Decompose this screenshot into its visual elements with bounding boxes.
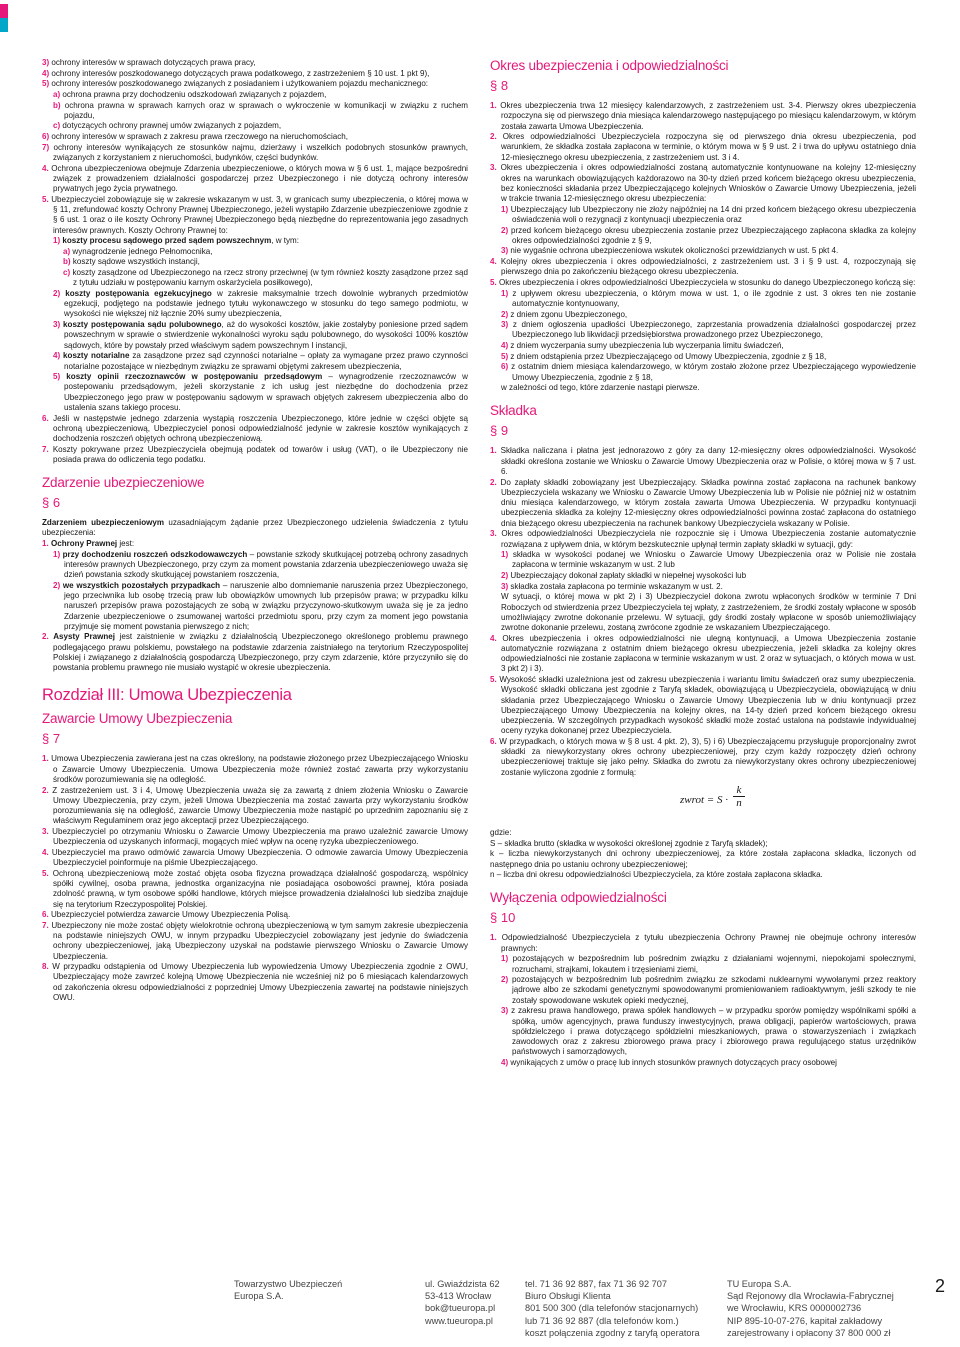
list-item: 2) przed końcem bieżącego okresu ubezpieczenia zostanie przez Ubezpieczającego zapłacona składka za kolejny okres odpowiedzialności zgodnie z § 9, bbox=[501, 225, 916, 245]
paragraph: 8. W przypadku odstąpienia od Umowy Ubezpieczenia lub wypowiedzenia Umowy Ubezpieczenia zgodnie z OWU, Ubezpieczający może zawrzeć kolejną Umowę Ubezpieczenia nie wcześniej niż po 6 miesiącach kalendarzowych od zakończenia okresu odpowiedzialności z poprzedniej Umowy Ubezpieczenia zawartej na podstawie niniejszych OWU. bbox=[42, 962, 468, 1002]
footer-line: we Wrocławiu, KRS 0000002736 bbox=[727, 1303, 862, 1314]
section-number: § 10 bbox=[490, 910, 516, 926]
formula-lhs: zwrot = S · bbox=[680, 793, 728, 806]
paragraph: 2. Asysty Prawnej jest zaistnienie w związku z działalnością Ubezpieczonego określonego problemu prawnego podlegającego prawu polskiemu, powstałego na podstawie zdarzenia zaistniałego na terytorium Rzeczypospolitej Polskiej i związanego z działalnością gospodarczą Ubezpieczonego, przy czym zdarzenie, które przyczyniło się do powstania problemu prawnego nie musiało wystąpić w okresie ubezpieczenia. bbox=[42, 632, 468, 673]
list-item: 3) z zakresu prawa handlowego, prawa spółek handlowych – w przypadku sporów pomiędzy wspólnikami spółki a spółką, umów agencyjnych, prawa funduszy inwestycyjnych, prawa obligacji, papierów wartościowych, prawa spółdzielczego i prawa dotyczącego spółdzielni mieszkaniowych, prawa o stowarzyszeniach i związkach zawodowych oraz z zakresu zbiorowego prawa pracy i zbiorowego prawa regulującego status urzędników państwowych i samorządowych, bbox=[501, 1006, 916, 1057]
section-number: § 8 bbox=[490, 78, 509, 93]
list-item: 1) koszty procesu sądowego przed sądem powszechnym, w tym: bbox=[53, 236, 299, 246]
section-title: Składka bbox=[490, 403, 537, 419]
paragraph: 2. Okres odpowiedzialności Ubezpieczyciela rozpoczyna się od pierwszego dnia okresu ubezpieczenia, pod warunkiem, że składka została zapłacona w terminie, o którym mowa w § 9 ust. 2 i trwa do upływu ostatniego dnia 12-miesięcznego okresu ubezpieczenia, z zastrzeżeniem ust. 3 i 4. bbox=[490, 132, 916, 162]
paragraph: 5. Wysokość składki uzależniona jest od zakresu ubezpieczenia i wariantu limitu świadczeń oraz sumy ubezpieczenia. Wysokość składki obliczana jest zgodnie z Taryfą składek, obowiązującą u Ubezpieczyciela, obowiązującą w dniu składania przez Ubezpieczającego Wniosku o Zawarcie Umowy Ubezpieczenia lub w dniu kontynuacji przez Ubezpieczającego Umowy Ubezpieczenia na kolejny okres, na 14-ty dzień przed końcem bieżącego okresu ubezpieczenia. W szczególnych przypadkach wysokość składki może zostać ustalona na podstawie indywidualnej oceny ryzyka dokonanej przez Ubezpieczyciela. bbox=[490, 675, 916, 736]
list-item: 4) koszty notarialne za zasądzone przez sąd czynności notarialne – opłaty za wymagane przez prawo czynności notarialne pozostające w niezbędnym związku ze sprawami objętymi zakresem ubezpieczenia, bbox=[53, 351, 468, 371]
section-number: § 7 bbox=[42, 731, 61, 747]
list-item: 3) składka została zapłacona po terminie wskazanym w ust. 2. bbox=[501, 581, 723, 591]
list-item: a) ochrona prawna przy dochodzeniu odszkodowań związanych z pojazdem, bbox=[53, 89, 327, 99]
paragraph: w zależności od tego, które zdarzenie nastąpi pierwsze. bbox=[501, 383, 700, 393]
list-item: 4) wynikających z umów o pracę lub innych stosunków prawnych dotyczących pracy osobowej bbox=[501, 1057, 837, 1067]
section-title: Zawarcie Umowy Ubezpieczenia bbox=[42, 711, 233, 727]
paragraph: 4. Okres ubezpieczenia i okres odpowiedzialności nie ulegną kontynuacji, a Umowa Ubezpieczenia zostanie automatycznie rozwiązana z ostatnim dniem bieżącego okresu ubezpieczenia, jeżeli składka za kolejny okres odpowiedzialności nie zostanie zapłacona w terminie wskazanym w ust. 2 oraz w sytuacjach, o których mowa w ust. 3 pkt 2) i 3). bbox=[490, 633, 916, 674]
refund-formula bbox=[490, 784, 916, 814]
list-item: a) wynagrodzenie jednego Pełnomocnika, bbox=[63, 246, 213, 256]
paragraph: 7. Koszty pokrywane przez Ubezpieczyciela obejmują podatek od towarów i usług (VAT), o ile Ubezpieczony nie posiada prawa do odliczenia tego podatku. bbox=[42, 444, 468, 464]
list-item: 7) ochrony interesów wynikających ze stosunków najmu, dzierżawy i wszelkich podobnych stosunków prawnych, związanych z korzystaniem z nieruchomości, budynków, części budynków. bbox=[42, 142, 468, 162]
paragraph: 4. Ubezpieczyciel ma prawo odmówić zawarcia Umowy Ubezpieczenia. O odmowie zawarcia Umowy Ubezpieczenia Ubezpieczyciel poinformuje na piśmie Ubezpieczającego. bbox=[42, 847, 468, 868]
footer-line: Towarzystwo Ubezpieczeń bbox=[234, 1279, 343, 1289]
paragraph: 3. Okres odpowiedzialności Ubezpieczyciela nie rozpocznie się i Umowa Ubezpieczenia zostanie automatycznie rozwiązana z upływem dnia, w którym bezskutecznie upłynął termin zapłaty składki w sytuacji, gdy: bbox=[490, 529, 916, 549]
footer-company bbox=[234, 1278, 399, 1302]
footer-line: tel. 71 36 92 887, fax 71 36 92 707 bbox=[525, 1279, 668, 1289]
paragraph: 3. Ubezpieczyciel po otrzymaniu Wniosku o Zawarcie Umowy Ubezpieczenia ma prawo uzależnić zawarcie Umowy Ubezpieczenia od uzyskanych informacji, mogących mieć wpływ na ocenę ryzyka ubezpieczeniowego. bbox=[42, 827, 468, 847]
list-item: 5) koszty opinii rzeczoznawców w postępowaniu przedsądowym – wynagrodzenie rzeczoznawców w postepowaniu przedsądowym, jeżeli skorzystanie z ich usług jest niezbędne do dochodzenia przez Ubezpieczonego jego praw w postępowaniu sądowym w sprawach objętych zakresem ubezpieczenia albo do ustalenia szans takiego procesu. bbox=[53, 372, 468, 412]
list-item: 4) ochrony interesów poszkodowanego dotyczących prawa podatkowego, z zastrzeżeniem § 10 ust. 1 pkt 9), bbox=[42, 68, 430, 78]
footer-line: 53-413 Wrocław bbox=[425, 1291, 492, 1302]
paragraph: 5. Okres ubezpieczenia i okres odpowiedzialności Ubezpieczyciela w stosunku do danego Ubezpieczonego kończą się: bbox=[490, 277, 916, 287]
list-item: 3) z dniem ogłoszenia upadłości Ubezpieczonego, zaprzestania prowadzenia działalności gospodarczej przez Ubezpieczonego lub likwidacji przedsiębiorstwa prowadzonego przez Ubezpieczonego, bbox=[501, 320, 916, 340]
list-item: 2) pozostających w bezpośrednim lub pośrednim związku ze szkodami nuklearnymi wywołanymi przez reaktory jądrowe albo ze szkodami genetycznymi spowodowanymi promieniowaniem radioaktywnym, jeśli szkody te nie zostały spowodowane wskutek opieki medycznej, bbox=[501, 975, 916, 1005]
footer-line: Europa S.A. bbox=[234, 1291, 284, 1302]
list-item: 2) z dniem zgonu Ubezpieczonego, bbox=[501, 309, 628, 319]
list-item: 6) z ostatnim dniem miesiąca kalendarzowego, w którym zostało złożone przez Ubezpieczającego wypowiedzenie Umowy Ubezpieczenia, zgodnie z § 18, bbox=[501, 362, 916, 382]
formula-fraction bbox=[733, 784, 745, 810]
footer-website-link[interactable]: www.tueuropa.pl bbox=[425, 1315, 493, 1326]
footer-line: koszt połączenia zgodny z taryfą operatora bbox=[525, 1327, 700, 1338]
list-item: 1) Ubezpieczający lub Ubezpieczony nie złoży najpóźniej na 14 dni przed końcem bieżącego okresu ubezpieczenia oświadczenia woli o rezygnacji z kontynuacji ubezpieczenia oraz bbox=[501, 204, 916, 224]
footer-line: zarejestrowany i opłacony 37 800 000 zł bbox=[727, 1327, 891, 1338]
paragraph: gdzie: bbox=[490, 827, 512, 837]
paragraph: Zdarzeniem ubezpieczeniowym uzasadniającym żądanie przez Ubezpieczonego udzielenia świadczenia z tytułu ubezpieczenia: bbox=[42, 518, 468, 538]
paragraph: 6. W przypadkach, o których mowa w § 8 ust. 4 pkt. 2), 3), 5) i 6) Ubezpieczającemu przysługuje proporcjonalny zwrot składki za niewykorzystany okres ochrony ubezpieczeniowej, przy czym każdy rozpoczęty dzień ochrony ubezpieczeniowej traktuje się jako pełny. Składka do zwrotu za niewykorzystany okres ochrony ubezpieczeniowej zostanie wyliczona zgodnie z formułą: bbox=[490, 736, 916, 777]
footer-contact bbox=[525, 1278, 715, 1339]
list-item: 5) z dniem odstąpienia przez Ubezpieczającego od Umowy Ubezpieczenia, zgodnie z § 18, bbox=[501, 351, 827, 361]
page-number: 2 bbox=[935, 1276, 946, 1296]
section-title: Okres ubezpieczenia i odpowiedzialności bbox=[490, 58, 729, 73]
paragraph: 1. Składka naliczana i płatna jest jednorazowo z góry za dany 12-miesięczny okres odpowiedzialności. Wysokość składki określona zostanie we Wniosku o Zawarcie Umowy Ubezpieczenia oraz w Polisie, o której mowa w § 7 ust. 6. bbox=[490, 446, 916, 476]
paragraph: 5. Ubezpieczyciel zobowiązuje się w zakresie wskazanym w ust. 3, w granicach sumy ubezpieczenia, o której mowa w § 11, zrefundować koszty Ochrony Prawnej Ubezpieczonego, jeżeli wystąpiło Zdarzenie ubezpieczeniowe zgodnie z § 6 ust. 1 oraz o ile koszty Ochrony Prawnej Ubezpieczonego będą niezbędne do reprezentowania jego zasadnych interesów prawnych. Koszty Ochrony Prawnej to: bbox=[42, 194, 468, 235]
section-title: Wyłączenia odpowiedzialności bbox=[490, 890, 667, 906]
paragraph: 1. Okres ubezpieczenia trwa 12 miesięcy kalendarzowych, z zastrzeżeniem ust. 3-4. Pierwszy okres ubezpieczenia rozpoczyna się od pierwszego dnia miesiąca kalendarzowego następującego po miesiącu kalendarzowym, w którym została zawarta Umowa Ubezpieczenia. bbox=[490, 101, 916, 131]
definition: S – składka brutto (składka w wysokości określonej zgodnie z Taryfą składek); bbox=[490, 838, 768, 848]
paragraph: 6. Ubezpieczyciel potwierdza zawarcie Umowy Ubezpieczenia Polisą. bbox=[42, 910, 291, 920]
list-item: b) ochrona prawna w sprawach karnych oraz w sprawach o wykroczenie w komunikacji w związku z ruchem pojazdu, bbox=[53, 100, 468, 120]
paragraph: 1. Odpowiedzialność Ubezpieczyciela z tytułu ubezpieczenia Ochrony Prawnej nie obejmuje ochrony interesów prawnych: bbox=[490, 933, 916, 953]
list-item: 1) przy dochodzeniu roszczeń odszkodowawczych – powstanie szkody skutkującej potrzebą ochrony zasadnych interesów prawnych Ubezpieczonego, przy czym za moment powstania zdarzenia ubezpieczeniowego uważa się dzień powstania szkody skutkującej powstaniem roszczenia, bbox=[53, 549, 468, 580]
list-item: 3) koszty postępowania sądu polubownego, aż do wysokości kosztów, jakie zostałyby poniesione przed sądem powszechnym w sprawie o stwierdzenie wykonalności wyroku sądu polubownego, do wysokości 100% kosztów sądowych, które by powstały przed właściwym sądem powszechnym I instancji, bbox=[53, 320, 468, 350]
left-column bbox=[42, 58, 468, 1278]
paragraph: 2. Do zapłaty składki zobowiązany jest Ubezpieczający. Składka powinna zostać zapłacona na rachunek bankowy Ubezpieczyciela wskazany we Wniosku o Zawarcie Umowy Ubezpieczenia lub w Polisie nie później niż w ostatnim dniu miesiąca kalendarzowego, w którym została zawarta Umowa Ubezpieczenia. W przypadku kontynuacji ubezpieczenia składka za kolejny 12-miesięczny okres odpowiedzialności powinna zostać zapłacona do ostatniego dnia bieżącego okresu ubezpieczenia na rachunek bankowy Ubezpieczyciela wskazany w Polisie. bbox=[490, 477, 916, 528]
formula-numerator: k bbox=[733, 784, 745, 797]
paragraph: 1. Umowa Ubezpieczenia zawierana jest na czas określony, na podstawie złożonego przez Ubezpieczającego Wniosku o Zawarcie Umowy Ubezpieczenia. Umowa Ubezpieczenia może również zostać zawarta przy wykorzystaniu środków porozumiewania się na odległość. bbox=[42, 754, 468, 784]
paragraph: 4. Kolejny okres ubezpieczenia i okres odpowiedzialności, z zastrzeżeniem ust. 3 i § 9 ust. 4, rozpoczynają się pierwszego dnia po zakończeniu bieżącego okresu ubezpieczenia. bbox=[490, 257, 916, 277]
paragraph: 3. Okres ubezpieczenia i okres odpowiedzialności zostaną automatycznie kontynuowane na kolejny 12-miesięczny okres na warunkach obowiązujących każdorazowo na 30-ty dzień przed końcem bieżącego okresu ubezpieczenia, bez konieczności składania przez Ubezpieczającego kolejnych Wniosków o Zawarcie Umowy Ubezpieczenia, jeżeli w trakcie trwania 12-miesięcznego okresu ubezpieczenia: bbox=[490, 163, 916, 204]
list-item: 2) Ubezpieczający dokonał zapłaty składki w niepełnej wysokości lub bbox=[501, 571, 747, 581]
paragraph: W sytuacji, o której mowa w pkt 2) i 3) Ubezpieczyciel dokona zwrotu wpłaconych środków w terminie 7 Dni Roboczych od stwierdzenia przez Ubezpieczyciela tej wpłaty, z zastrzeżeniem, że środki zostały wpłacone w sposób umożliwiający zwrotne dokonanie przelewu. W sytuacji, gdy środki zostały wpłacone w sposób uniemożliwiający zwrotne dokonanie przelewu, zostaną zwrócone zgodnie ze wskazaniem Ubezpieczającego. bbox=[501, 592, 916, 633]
chapter-title: Rozdział III: Umowa Ubezpieczenia bbox=[42, 686, 292, 705]
list-item: 2) koszty postępowania egzekucyjnego w zakresie maksymalnie trzech dowolnie wybranych przedmiotów egzekucji, podjętego na podstawie jednego tytułu wykonawczego w stosunku do tego samego podmiotu, w wysokości nie większej niż łącznie 20% sumy ubezpieczenia, bbox=[53, 288, 468, 319]
list-item: b) koszty sądowe wszystkich instancji, bbox=[63, 257, 200, 267]
list-item: c) koszty zasądzone od Ubezpieczonego na rzecz strony przeciwnej (w tym również koszty zasądzone przez sąd z tytułu udziału w postępowaniu karnym oskarżyciela posiłkowego), bbox=[63, 268, 468, 288]
formula-denominator: n bbox=[736, 796, 742, 809]
list-item: 3) ochrony interesów w sprawach dotyczących prawa pracy, bbox=[42, 58, 256, 67]
list-item: c) dotyczących ochrony prawnej umów związanych z pojazdem, bbox=[53, 121, 282, 131]
definition: k – liczba niewykorzystanych dni ochrony ubezpieczeniowej, za które została zapłacona składka, liczonych od następnego dnia po ustaniu ochrony ubezpieczeniowej; bbox=[490, 849, 916, 869]
list-item: 3) nie wygaśnie ochrona ubezpieczeniowa wskutek okoliczności przewidzianych w ust. 5 pkt 4. bbox=[501, 246, 839, 256]
paragraph: 6. Jeśli w następstwie jednego zdarzenia wystąpią roszczenia Ubezpieczonego, które jednie w części objęte są ochroną ubezpieczeniową, Ubezpieczyciel ponosi odpowiedzialność jedynie w zakresie kosztów wynikających z dochodzenia roszczeń objętych ochroną ubezpieczeniową. bbox=[42, 413, 468, 444]
list-item: 1) składka w wysokości podanej we Wniosku o Zawarcie Umowy Ubezpieczenia oraz w Polisie nie została zapłacona w terminie wskazanym w ust. 2 lub bbox=[501, 550, 916, 570]
footer-email-link[interactable]: bok@tueuropa.pl bbox=[425, 1303, 496, 1314]
list-item: 5) ochrony interesów poszkodowanego związanych z posiadaniem i użytkowaniem pojazdu mechanicznego: bbox=[42, 79, 429, 89]
page-marker-cyan bbox=[0, 18, 8, 32]
footer-line: TU Europa S.A. bbox=[727, 1279, 792, 1289]
paragraph: 1. Ochrony Prawnej jest: bbox=[42, 539, 135, 549]
paragraph: 4. Ochrona ubezpieczeniowa obejmuje Zdarzenia ubezpieczeniowe, o których mowa w § 6 ust. 1, mające bezpośredni związek z prowadzeniem działalności gospodarczej przez Ubezpieczonego i nie dotyczą ochrony interesów prywatnych jego życia prywatnego. bbox=[42, 163, 468, 194]
list-item: 1) pozostających w bezpośrednim lub pośrednim związku z działaniami wojennymi, niepokojami społecznymi, rozruchami, strajkami, lokautem i trzęsieniami ziemi, bbox=[501, 954, 916, 974]
footer-address bbox=[425, 1278, 515, 1327]
footer-line: Biuro Obsługi Klienta bbox=[525, 1291, 611, 1302]
definition: n – liczba dni okresu odpowiedzialności Ubezpieczyciela, za które została zapłacona składka. bbox=[490, 870, 823, 880]
section-number: § 9 bbox=[490, 423, 509, 439]
section-number: § 6 bbox=[42, 495, 61, 511]
footer-line: Sąd Rejonowy dla Wrocławia-Fabrycznej bbox=[727, 1291, 894, 1302]
right-column bbox=[490, 58, 916, 1278]
list-item: 6) ochrony interesów w sprawach z zakresu prawa rzeczowego na nieruchomościach, bbox=[42, 132, 348, 142]
page-marker-magenta bbox=[0, 4, 8, 18]
paragraph: 2. Z zastrzeżeniem ust. 3 i 4, Umowę Ubezpieczenia uważa się za zawartą z dniem złożenia Wniosku o Zawarcie Umowy Ubezpieczenia, przy czym, jeżeli Umowa Ubezpieczenia ma zostać zawarta przy wykorzystaniu środków porozumiewania się na odległość, zawarcie Umowy Ubezpieczenia może nastąpić po uprzednim zapoznaniu się z właściwym Regulaminem oraz jego akceptacji przez Ubezpieczającego. bbox=[42, 785, 468, 826]
paragraph: 7. Ubezpieczony nie może zostać objęty wielokrotnie ochroną ubezpieczeniową w tym samym zakresie ubezpieczenia na podstawie niniejszych OWU, w innym przypadku Ubezpieczyciel zobowiązany jest jedynie do świadczenia ochrony ubezpieczeniowej, jaką Ubezpieczony uzyskał na podstawie pierwszego Wniosku o Zawarcie Umowy Ubezpieczenia. bbox=[42, 920, 468, 961]
footer-registry bbox=[727, 1278, 917, 1339]
footer-line: 801 500 300 (dla telefonów stacjonarnych) bbox=[525, 1303, 699, 1314]
list-item: 2) we wszystkich pozostałych przypadkach – naruszenie albo domniemanie naruszenia przez Ubezpieczonego, jego przeciwnika lub osobę trzecią praw lub obowiązków umownych lub przepisów prawa; w przypadku kilku naruszeń przepisów prawa pozostających ze sobą w związku przyczynowo-skutkowym uważa się je za jedno Zdarzenie ubezpieczeniowe o zsumowanej wartości przedmiotu sporu, przy czym za moment jego powstania przyjmuje się moment powstania pierwszego z nich; bbox=[53, 580, 468, 631]
footer-line: NIP 895-10-07-276, kapitał zakładowy bbox=[727, 1315, 883, 1326]
list-item: 1) z upływem okresu ubezpieczenia, o którym mowa w ust. 1, o ile zgodnie z ust. 3 okres ten nie zostanie automatycznie kontynuowany, bbox=[501, 288, 916, 308]
paragraph: 5. Ochroną ubezpieczeniową może zostać objęta osoba fizyczna prowadząca działalność gospodarczą, wspólnicy spółki cywilnej, osoba prawna, jednostka organizacyjna nie posiadająca osobowości prawnej, która posiada zdolność prawną, w tym osobowe spółki handlowe, których miejsce prowadzenia działalności lub siedziba znajduje się na terytorium Rzeczypospolitej Polskiej. bbox=[42, 868, 468, 909]
footer-line: lub 71 36 92 887 (dla telefonów kom.) bbox=[525, 1315, 679, 1326]
list-item: 4) z dniem wyczerpania sumy ubezpieczenia lub wyczerpania limitu świadczeń, bbox=[501, 341, 784, 351]
section-title: Zdarzenie ubezpieczeniowe bbox=[42, 475, 205, 491]
footer-line: ul. Gwiaździsta 62 bbox=[425, 1279, 500, 1289]
